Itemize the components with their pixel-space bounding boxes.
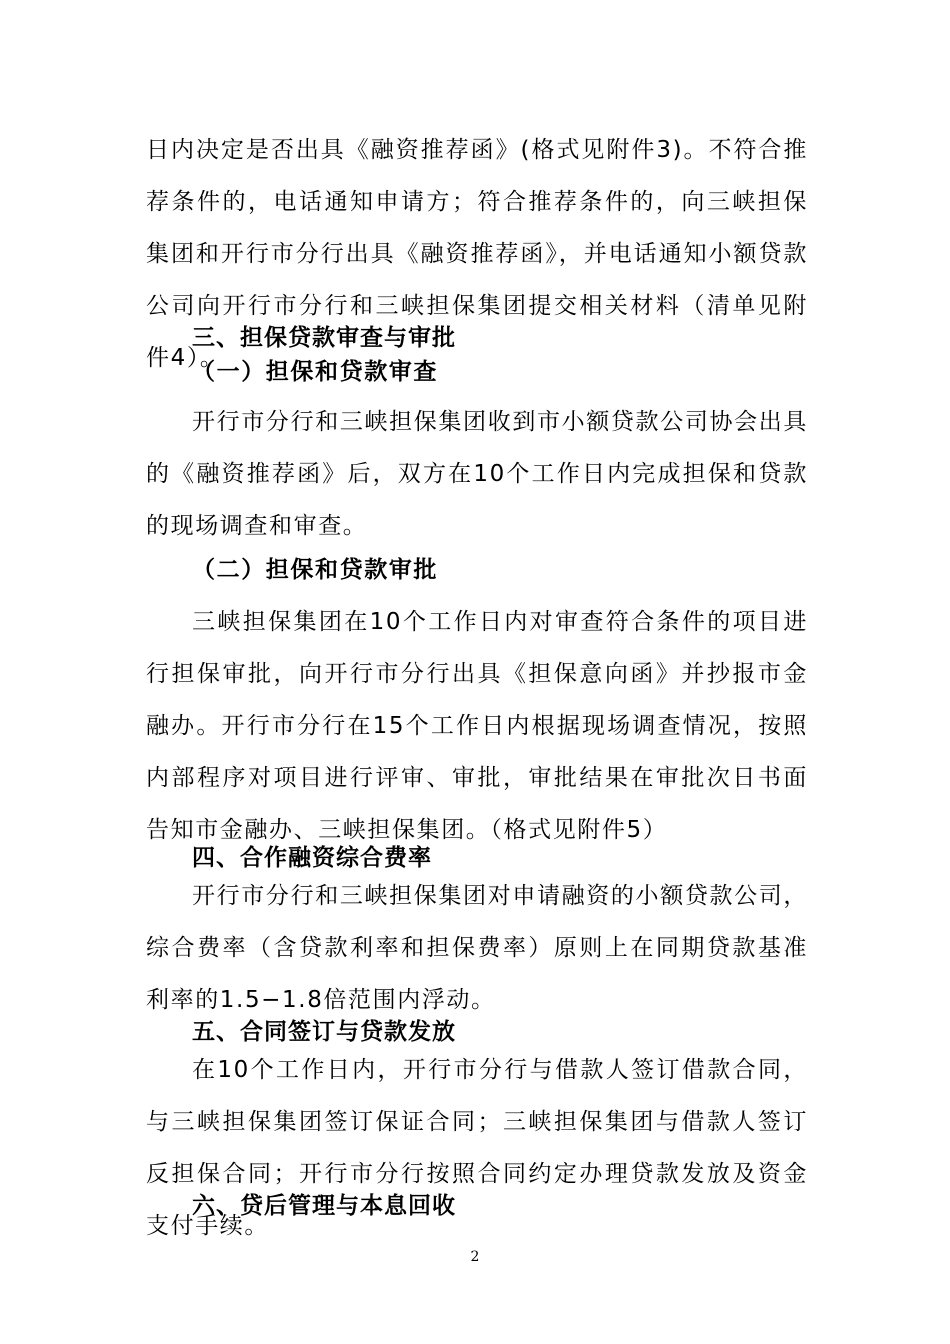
section-3-1-heading: （一）担保和贷款审查 xyxy=(192,359,438,385)
section-4-heading: 四、合作融资综合费率 xyxy=(192,845,432,871)
intro-paragraph: 日内决定是否出具《融资推荐函》(格式见附件3)。不符合推荐条件的，电话通知申请方；符合推荐条件的，向三峡担保集团和开行市分行出具《融资推荐函》，并电话通知小额贷款公司向开行市分行和三峡担保集团提交相关材料（清单见附件4）。 xyxy=(146,137,808,371)
section-3-heading: 三、担保贷款审查与审批 xyxy=(192,325,456,351)
section-3-1-paragraph: 开行市分行和三峡担保集团收到市小额贷款公司协会出具的《融资推荐函》后，双方在10个工作日内完成担保和贷款的现场调查和审查。 xyxy=(146,409,808,539)
section-3-2-heading: （二）担保和贷款审批 xyxy=(192,557,438,583)
section-6-heading: 六、贷后管理与本息回收 xyxy=(192,1193,456,1219)
section-4-paragraph: 开行市分行和三峡担保集团对申请融资的小额贷款公司，综合费率（含贷款利率和担保费率）原则上在同期贷款基准利率的1.5−1.8倍范围内浮动。 xyxy=(146,883,808,1013)
section-5-paragraph: 在10个工作日内，开行市分行与借款人签订借款合同，与三峡担保集团签订保证合同；三峡担保集团与借款人签订反担保合同；开行市分行按照合同约定办理贷款发放及资金支付手续。 xyxy=(146,1057,808,1239)
section-3-2-paragraph: 三峡担保集团在10个工作日内对审查符合条件的项目进行担保审批，向开行市分行出具《担保意向函》并抄报市金融办。开行市分行在15个工作日内根据现场调查情况，按照内部程序对项目进行评审、审批，审批结果在审批次日书面告知市金融办、三峡担保集团。（格式见附件5） xyxy=(146,609,808,843)
page-number: 2 xyxy=(470,1249,480,1265)
section-5-heading: 五、合同签订与贷款发放 xyxy=(192,1019,456,1045)
